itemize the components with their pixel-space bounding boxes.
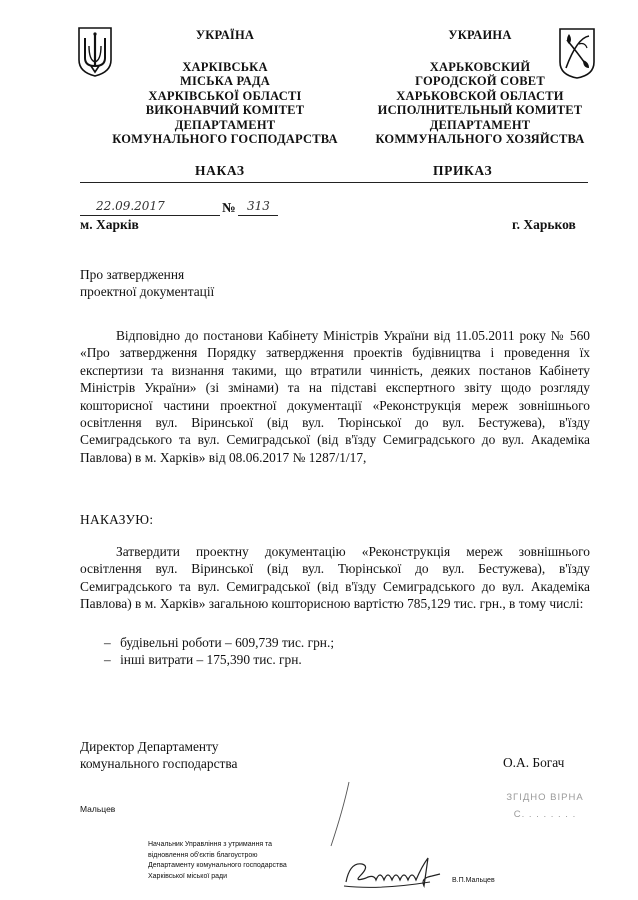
subject-line: Про затвердження (80, 267, 185, 282)
subject (80, 266, 214, 301)
executor-name: Мальцев (80, 804, 116, 814)
header-ru-line: ИСПОЛНИТЕЛЬНЫЙ КОМИТЕТ (377, 103, 583, 117)
decision-paragraph (80, 543, 590, 613)
header-divider (80, 182, 588, 183)
signatory-title-line: Директор Департаменту (80, 739, 219, 754)
header-ru-line: ГОРОДСКОЙ СОВЕТ (415, 74, 545, 88)
order-title-ru: ПРИКАЗ (433, 163, 493, 178)
signatory-name: О.А. Богач (503, 755, 565, 770)
list-item-text: інші витрати – 175,390 тис. грн. (120, 652, 302, 667)
header-ua-line: ВИКОНАВЧИЙ КОМІТЕТ (145, 103, 305, 117)
header-ru-line: ДЕПАРТАМЕНТ (429, 117, 531, 132)
date-underline (80, 215, 220, 216)
handwritten-signature-icon (340, 852, 450, 892)
header-ru-line: КОММУНАЛЬНОГО ХОЗЯЙСТВА (375, 132, 585, 146)
header-ua (100, 28, 350, 147)
header-ru (355, 28, 605, 147)
approval-block (148, 840, 287, 882)
stamp-line: С. . . . . . . . (513, 809, 577, 820)
header-ua-country: УКРАЇНА (195, 28, 255, 42)
decision-text: Затвердити проектну документацію «Реконструкція мереж зовнішнього освітлення вул. Віринської (від вул. Тюрінської до вул. Бестужева), в'їзду Семиградського та вул. Семиградської (від в'їзду Семиградського до вул. Академіка Павлова) в м. Харків» загальною кошторисною вартістю 785,129 тис. грн., в тому числі: (80, 544, 590, 612)
header-ru-line: ХАРЬКОВСКОЙ ОБЛАСТИ (396, 88, 564, 103)
stamp-line: ЗГІДНО ВІРНА (506, 792, 584, 803)
approval-name: В.П.Мальцев (452, 877, 495, 884)
header-ua-line: МІСЬКА РАДА (179, 74, 271, 88)
header-ua-line: ХАРКІВСЬКОЇ ОБЛАСТІ (148, 88, 302, 103)
order-number-sign: № (222, 200, 236, 215)
preamble-paragraph (80, 327, 590, 466)
preamble-text: Відповідно до постанови Кабінету Міністрів України від 11.05.2011 року № 560 «Про затвердження Порядку затвердження проектів будівництва і проведення їх експертизи та визнання такими, що втратили чинність, деяких постанов Кабінету Міністрів України» (зі змінами) та на підставі експертного звіту щодо розгляду кошторисної частини проектної документації «Реконструкція мереж зовнішнього освітлення вул. Віринської (від вул. Тюрінської до вул. Бестужева), в'їзду Семиградського та вул. Семиградської (від в'їзду Семиградського до вул. Академіка Павлова) в м. Харків» від 08.06.2017 № 1287/1/17, (80, 328, 590, 465)
stamp (490, 792, 600, 820)
order-date: 22.09.2017 (96, 199, 165, 213)
number-underline (238, 215, 278, 216)
header-ua-line: ДЕПАРТАМЕНТ (174, 117, 276, 132)
city-ua: м. Харків (80, 217, 139, 232)
approval-line: відновлення об'єктів благоустрою (148, 851, 258, 859)
list-dash: – (104, 635, 111, 650)
signatory-title-line: комунального господарства (80, 756, 238, 772)
header-ru-country: УКРАИНА (448, 28, 512, 42)
order-heading: НАКАЗУЮ: (80, 512, 154, 527)
list-item (104, 651, 302, 668)
pen-stroke-icon (325, 780, 355, 850)
list-item-text: будівельні роботи – 609,739 тис. грн.; (120, 635, 335, 650)
header-ua-line: КОМУНАЛЬНОГО ГОСПОДАРСТВА (112, 132, 338, 146)
approval-line: Департаменту комунального господарства (148, 862, 287, 869)
order-number: 313 (247, 199, 270, 213)
list-dash: – (104, 652, 111, 667)
header-ru-line: ХАРЬКОВСКИЙ (429, 59, 531, 74)
approval-line: Начальник Управління з утримання та (148, 841, 273, 848)
approval-line: Харківської міської ради (148, 872, 228, 880)
header-ua-line: ХАРКІВСЬКА (182, 59, 268, 74)
city-ru: г. Харьков (512, 217, 576, 232)
order-title-ua: НАКАЗ (195, 163, 245, 178)
subject-line: проектної документації (80, 284, 215, 300)
list-item (104, 634, 334, 651)
signatory-title (80, 738, 237, 773)
